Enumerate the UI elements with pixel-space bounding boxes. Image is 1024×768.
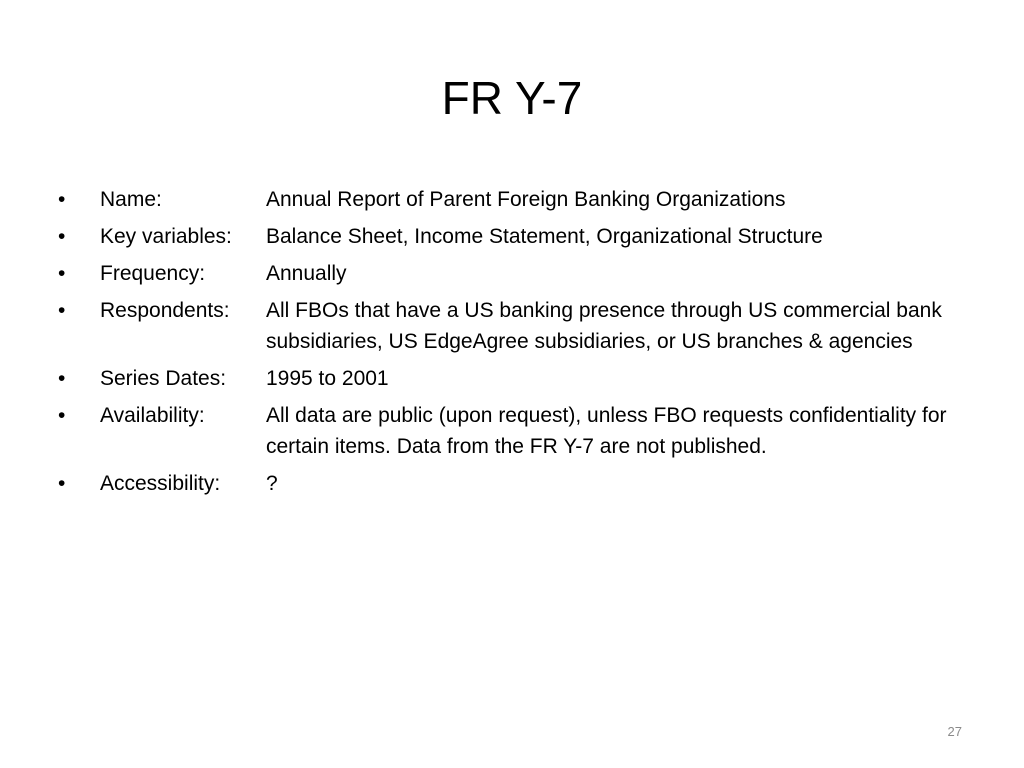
bullet-icon: • bbox=[58, 188, 66, 211]
item-label: Accessibility: bbox=[100, 472, 221, 495]
bullet-icon: • bbox=[58, 299, 66, 322]
bullet-icon: • bbox=[58, 225, 66, 248]
item-value: Annual Report of Parent Foreign Banking Organizations bbox=[266, 188, 786, 211]
item-value: All data are public (upon request), unless FBO requests confidentiality for certain items. Data from the FR Y-7 are not published. bbox=[266, 404, 947, 458]
list-item-frequency bbox=[58, 258, 978, 289]
item-value: All FBOs that have a US banking presence through US commercial bank subsidiaries, US EdgeAgree subsidiaries, or US branches & agencies bbox=[266, 299, 942, 353]
bullet-icon: • bbox=[58, 472, 66, 495]
item-value: ? bbox=[266, 472, 278, 495]
page-number: 27 bbox=[947, 724, 962, 739]
list-item-accessibility bbox=[58, 468, 978, 499]
item-label: Availability: bbox=[100, 404, 205, 427]
item-value: Annually bbox=[266, 262, 347, 285]
list-item-respondents bbox=[58, 295, 978, 357]
slide-title: FR Y-7 bbox=[441, 72, 583, 124]
list-item-availability bbox=[58, 400, 978, 462]
item-label: Respondents: bbox=[100, 299, 230, 322]
bullet-icon: • bbox=[58, 262, 66, 285]
bullet-list bbox=[58, 184, 978, 505]
item-value: 1995 to 2001 bbox=[266, 367, 389, 390]
item-value: Balance Sheet, Income Statement, Organizational Structure bbox=[266, 225, 823, 248]
bullet-icon: • bbox=[58, 404, 66, 427]
list-item-name bbox=[58, 184, 978, 215]
item-label: Key variables: bbox=[100, 225, 232, 248]
list-item-key-variables bbox=[58, 221, 978, 252]
item-label: Frequency: bbox=[100, 262, 206, 285]
item-label: Series Dates: bbox=[100, 367, 227, 390]
item-label: Name: bbox=[100, 188, 162, 211]
bullet-icon: • bbox=[58, 367, 66, 390]
list-item-series-dates bbox=[58, 363, 978, 394]
